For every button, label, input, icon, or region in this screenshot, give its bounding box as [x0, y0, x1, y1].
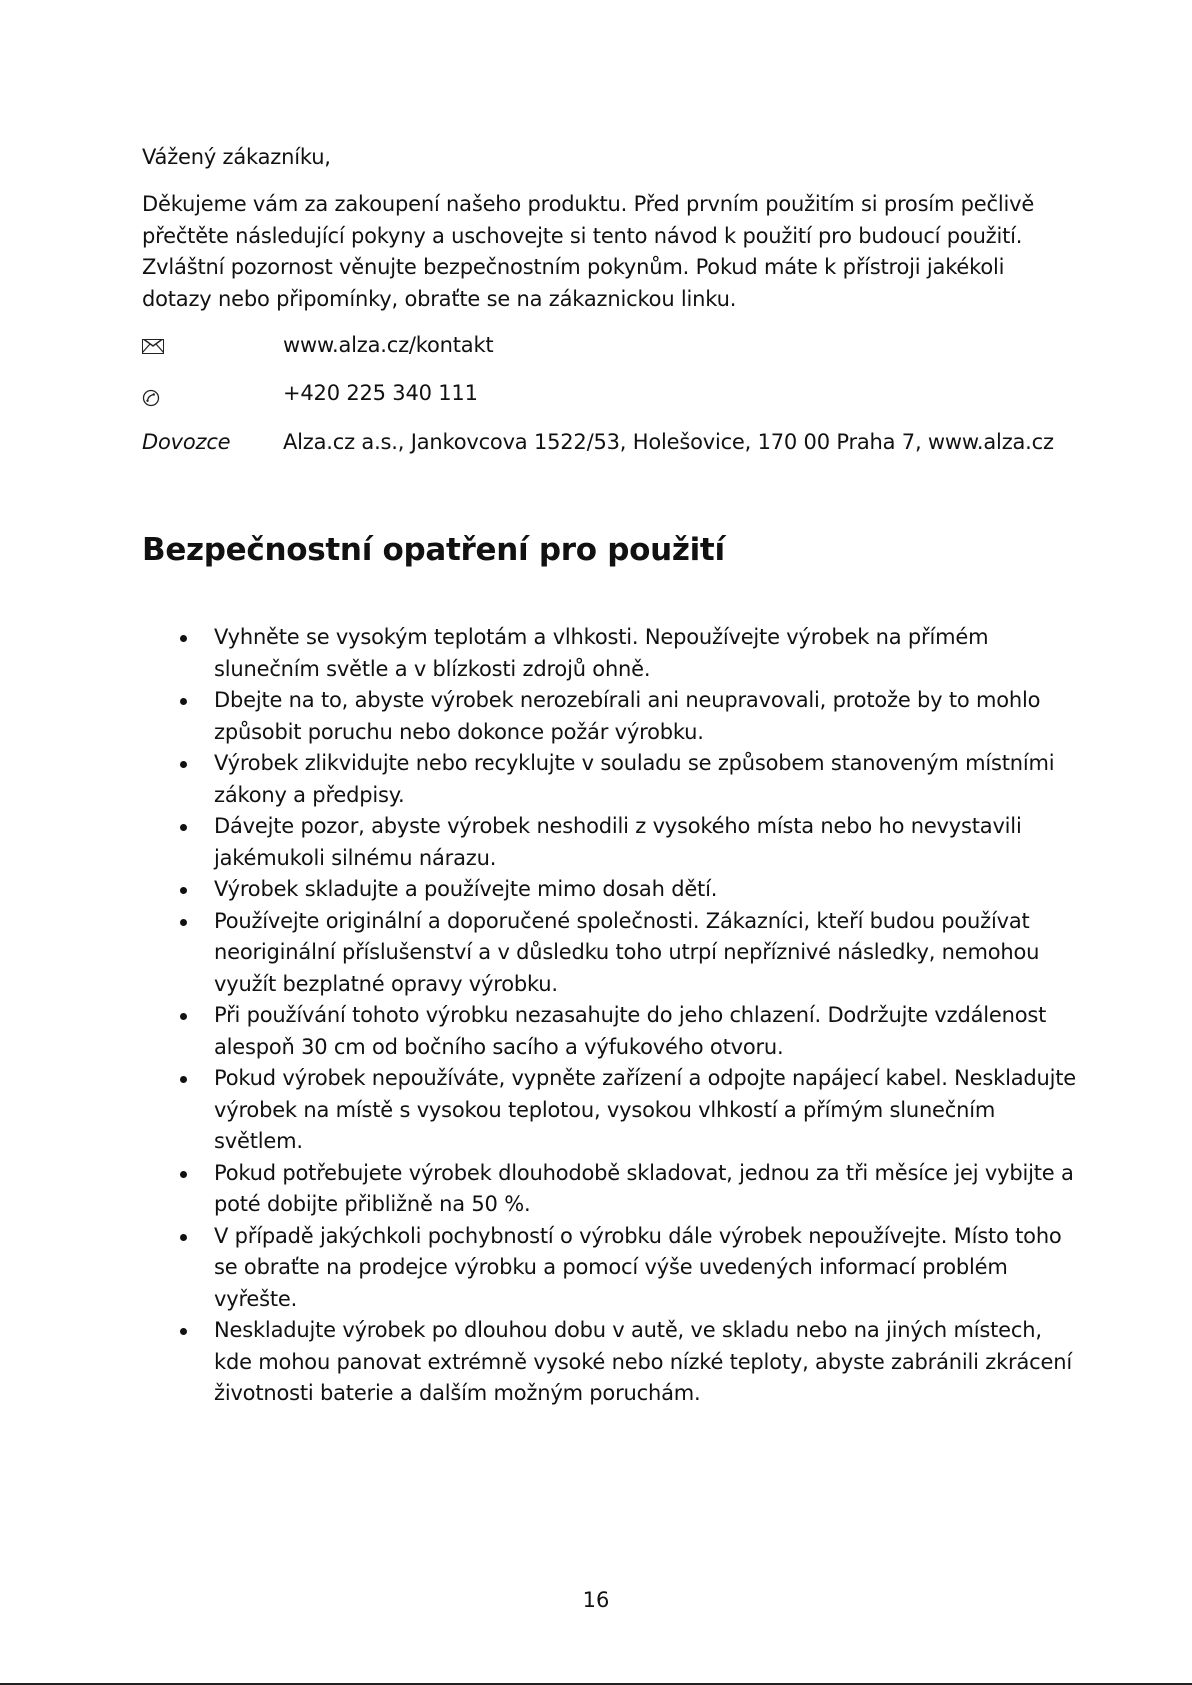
bullet-icon	[180, 1076, 187, 1083]
safety-list	[142, 622, 1077, 1410]
phone-icon	[142, 385, 160, 403]
bullet-icon	[180, 761, 187, 768]
page-number: 16	[582, 1588, 610, 1612]
section-heading: Bezpečnostní opatření pro použití	[142, 532, 725, 568]
list-item: Při používání tohoto výrobku nezasahujte do jeho chlazení. Dodržujte vzdálenost alespoň 30 cm od bočního sacího a výfukového otvoru.	[142, 1000, 1077, 1063]
importer-address: Alza.cz a.s., Jankovcova 1522/53, Holešovice, 170 00 Praha 7, www.alza.cz	[283, 430, 1054, 455]
bullet-icon	[180, 1328, 187, 1335]
importer-label: Dovozce	[142, 430, 231, 455]
bullet-icon	[180, 1234, 187, 1241]
importer-row	[142, 427, 1092, 459]
envelope-icon	[142, 339, 164, 354]
list-item: Dbejte na to, abyste výrobek nerozebírali ani neupravovali, protože by to mohlo způsobit poruchu nebo dokonce požár výrobku.	[142, 685, 1077, 748]
list-item: Výrobek zlikvidujte nebo recyklujte v souladu se způsobem stanoveným místními zákony a předpisy.	[142, 748, 1077, 811]
list-item: Neskladujte výrobek po dlouhou dobu v autě, ve skladu nebo na jiných místech, kde mohou panovat extrémně vysoké nebo nízké teploty, abyste zabránili zkrácení životnosti baterie a dalším možným poruchám.	[142, 1315, 1077, 1410]
bullet-icon	[180, 824, 187, 831]
list-item: Pokud potřebujete výrobek dlouhodobě skladovat, jednou za tři měsíce jej vybijte a poté dobijte přibližně na 50 %.	[142, 1158, 1077, 1221]
bullet-icon	[180, 1171, 187, 1178]
contact-phone-row	[142, 378, 1092, 410]
intro-paragraph: Děkujeme vám za zakoupení našeho produktu. Před prvním použitím si prosím pečlivě přečtěte následující pokyny a uschovejte si tento návod k použití pro budoucí použití. Zvláštní pozornost věnujte bezpečnostním pokynům. Pokud máte k přístroji jakékoli dotazy nebo připomínky, obraťte se na zákaznickou linku.	[142, 192, 1035, 311]
contact-phone-number: +420 225 340 111	[283, 381, 478, 406]
bullet-icon	[180, 635, 187, 642]
bullet-icon	[180, 698, 187, 705]
list-item: Výrobek skladujte a používejte mimo dosah dětí.	[142, 874, 1077, 906]
contact-email-row	[142, 330, 1092, 362]
list-item: Používejte originální a doporučené společnosti. Zákazníci, kteří budou používat neoriginální příslušenství a v důsledku toho utrpí nepříznivé následky, nemohou využít bezplatné opravy výrobku.	[142, 906, 1077, 1001]
bullet-icon	[180, 919, 187, 926]
contact-email-link[interactable]: www.alza.cz/kontakt	[283, 333, 494, 358]
list-item: Pokud výrobek nepoužíváte, vypněte zařízení a odpojte napájecí kabel. Neskladujte výrobek na místě s vysokou teplotou, vysokou vlhkostí a přímým slunečním světlem.	[142, 1063, 1077, 1158]
greeting: Vážený zákazníku,	[142, 145, 331, 169]
list-item: Vyhněte se vysokým teplotám a vlhkosti. Nepoužívejte výrobek na přímém slunečním světle a v blízkosti zdrojů ohně.	[142, 622, 1077, 685]
bullet-icon	[180, 887, 187, 894]
bullet-icon	[180, 1013, 187, 1020]
list-item: V případě jakýchkoli pochybností o výrobku dále výrobek nepoužívejte. Místo toho se obraťte na prodejce výrobku a pomocí výše uvedených informací problém vyřešte.	[142, 1221, 1077, 1316]
list-item: Dávejte pozor, abyste výrobek neshodili z vysokého místa nebo ho nevystavili jakémukoli silnému nárazu.	[142, 811, 1077, 874]
